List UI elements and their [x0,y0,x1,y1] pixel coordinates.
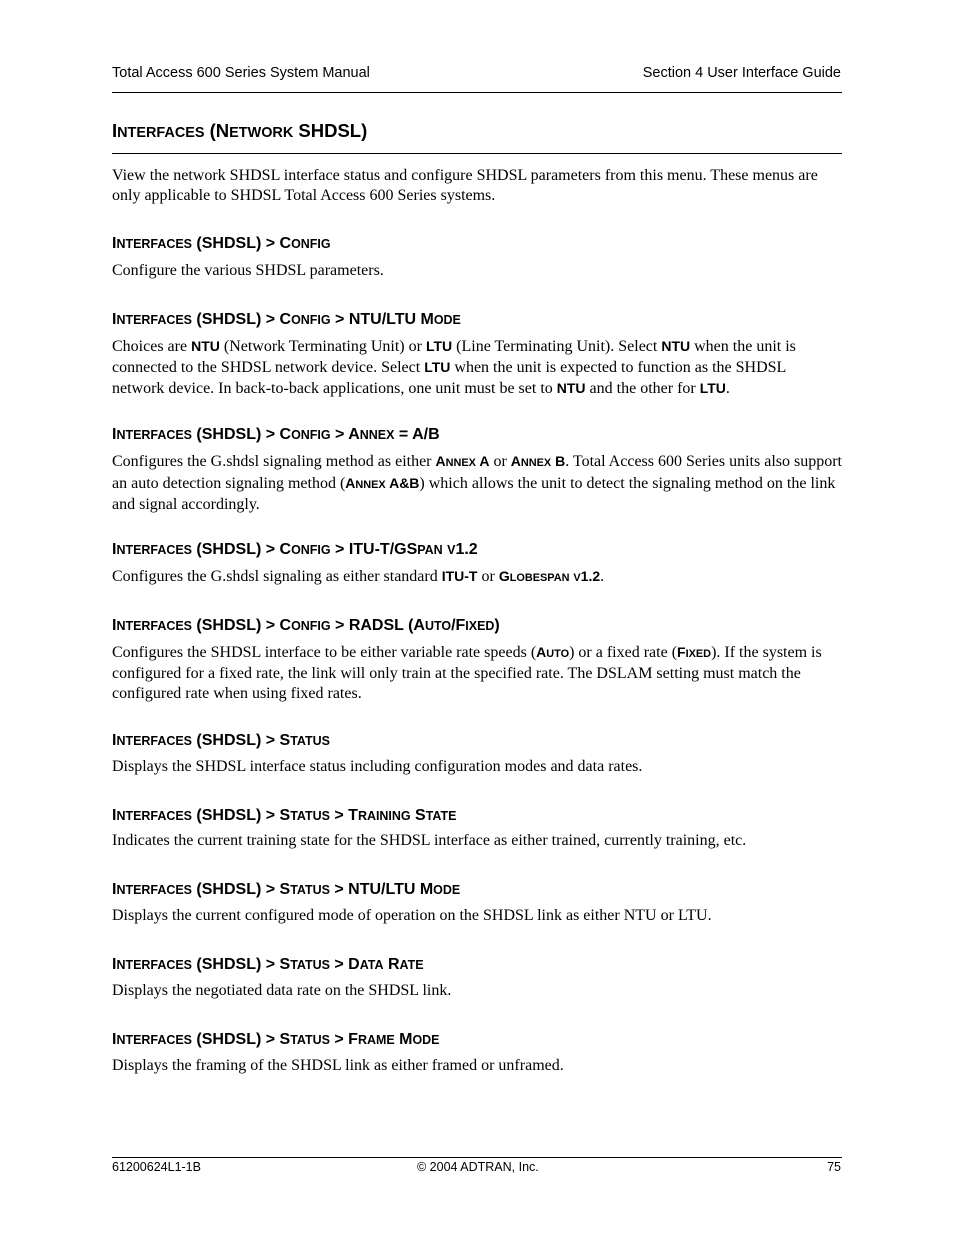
page-title: INTERFACES (NETWORK SHDSL) [112,120,368,141]
section-heading-status: INTERFACES (SHDSL) > STATUS [112,732,330,749]
footer-rule [112,1157,842,1158]
section-heading-ntu-ltu-mode: INTERFACES (SHDSL) > CONFIG > NTU/LTU MODE [112,311,461,328]
section-heading-frame-mode: INTERFACES (SHDSL) > STATUS > FRAME MODE [112,1031,440,1048]
section-heading-config: INTERFACES (SHDSL) > CONFIG [112,235,331,252]
section-heading-data-rate: INTERFACES (SHDSL) > STATUS > DATA RATE [112,956,424,973]
section-body-radsl: Configures the SHDSL interface to be either variable rate speeds (AUTO) or a fixed rate (FIXED). If the system is configured for a fixed rate, the link will only train at the specified rate. The DSLAM setting must match the configured rate when using fixed rates. [112,644,822,702]
section-body-ntu-ltu-mode: Choices are NTU (Network Terminating Unit) or LTU (Line Terminating Unit). Select NTU when the unit is connected to the SHDSL network device. Select LTU when the unit is expected to function as the SHDSL network device. In back-to-back applications, one unit must be set to NTU and the other for LTU. [112,338,796,397]
section-body-data-rate: Displays the negotiated data rate on the SHDSL link. [112,982,452,999]
section-body-itu-globespan: Configures the G.shdsl signaling as either standard ITU-T or GLOBESPAN V1.2. [112,568,605,585]
header-rule [112,92,842,93]
section-body-status: Displays the SHDSL interface status including configuration modes and data rates. [112,758,643,775]
section-heading-status-ntu-ltu-mode: INTERFACES (SHDSL) > STATUS > NTU/LTU MODE [112,881,461,898]
intro-paragraph: View the network SHDSL interface status and configure SHDSL parameters from this menu. These menus are only applicable to SHDSL Total Access 600 Series systems. [112,167,818,204]
running-header-title: Total Access 600 Series System Manual [112,65,370,81]
section-heading-radsl: INTERFACES (SHDSL) > CONFIG > RADSL (AUTO/FIXED) [112,617,500,634]
page-number: 75 [827,1160,841,1174]
title-rule [112,153,842,154]
footer-copyright: © 2004 ADTRAN, Inc. [417,1160,539,1174]
section-heading-itu-globespan: INTERFACES (SHDSL) > CONFIG > ITU-T/GSPAN V1.2 [112,541,478,558]
section-body-annex: Configures the G.shdsl signaling method as either ANNEX A or ANNEX B. Total Access 600 Series units also support an auto detection signaling method (ANNEX A&B) which allows the unit to detect the signaling method on the link and signal accordingly. [112,453,842,513]
footer-part-number: 61200624L1-1B [112,1160,201,1174]
section-body-status-ntu-ltu-mode: Displays the current configured mode of operation on the SHDSL link as either NTU or LTU. [112,907,712,924]
section-heading-training-state: INTERFACES (SHDSL) > STATUS > TRAINING STATE [112,807,457,824]
section-body-training-state: Indicates the current training state for the SHDSL interface as either trained, currently training, etc. [112,832,747,849]
section-body-frame-mode: Displays the framing of the SHDSL link as either framed or unframed. [112,1057,564,1074]
section-body-config: Configure the various SHDSL parameters. [112,262,384,279]
section-heading-annex: INTERFACES (SHDSL) > CONFIG > ANNEX = A/B [112,426,440,443]
running-header-section: Section 4 User Interface Guide [642,65,841,81]
